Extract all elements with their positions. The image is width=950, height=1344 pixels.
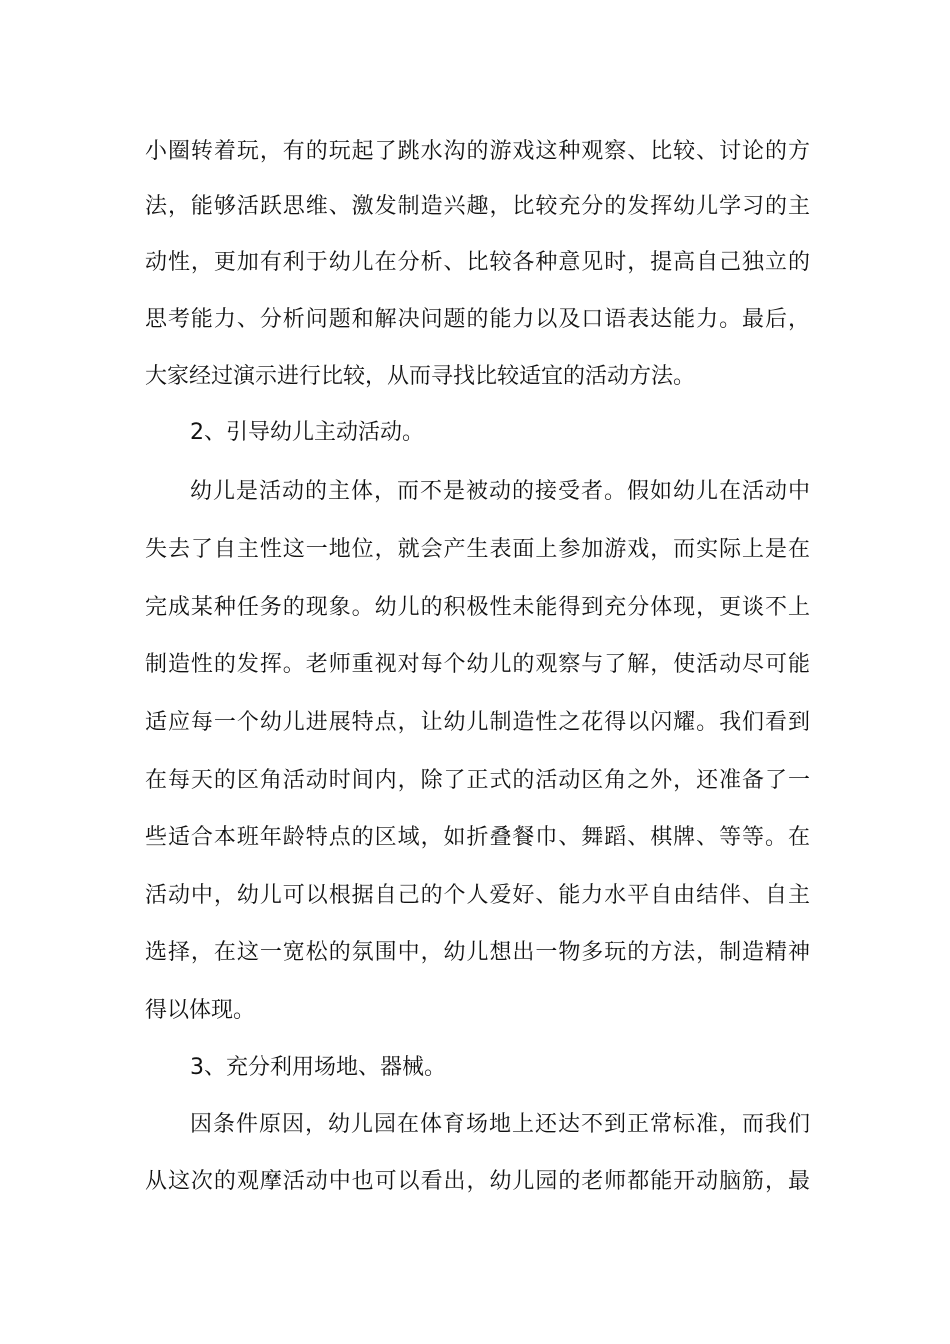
paragraph-1-line-5: 大家经过演示进行比较，从而寻找比较适宜的活动方法。 (145, 364, 696, 389)
paragraph-2-line-8: 活动中，幼儿可以根据自己的个人爱好、能力水平自由结伴、自主 (145, 883, 810, 908)
paragraph-2-line-7: 些适合本班年龄特点的区域，如折叠餐巾、舞蹈、棋牌、等等。在 (145, 825, 810, 850)
paragraph-2-line-4: 制造性的发挥。老师重视对每个幼儿的观察与了解，使活动尽可能 (145, 652, 810, 677)
paragraph-2-line-6: 在每天的区角活动时间内，除了正式的活动区角之外，还准备了一 (145, 768, 810, 793)
paragraph-2-line-9: 选择，在这一宽松的氛围中，幼儿想出一物多玩的方法，制造精神 (145, 940, 810, 965)
paragraph-2-line-10: 得以体现。 (145, 998, 256, 1023)
paragraph-1-line-2: 法，能够活跃思维、激发制造兴趣，比较充分的发挥幼儿学习的主 (145, 194, 810, 219)
section-heading-2: 2、引导幼儿主动活动。 (190, 420, 424, 445)
paragraph-2-line-5: 适应每一个幼儿进展特点，让幼儿制造性之花得以闪耀。我们看到 (145, 710, 810, 735)
paragraph-2-line-1: 幼儿是活动的主体，而不是被动的接受者。假如幼儿在活动中 (190, 479, 810, 504)
paragraph-1-line-3: 动性，更加有利于幼儿在分析、比较各种意见时，提高自己独立的 (145, 250, 810, 275)
paragraph-3-line-1: 因条件原因，幼儿园在体育场地上还达不到正常标准，而我们 (190, 1112, 810, 1137)
paragraph-1-line-1: 小圈转着玩，有的玩起了跳水沟的游戏这种观察、比较、讨论的方 (145, 139, 810, 164)
paragraph-2-line-2: 失去了自主性这一地位，就会产生表面上参加游戏，而实际上是在 (145, 537, 810, 562)
paragraph-3-line-2: 从这次的观摩活动中也可以看出，幼儿园的老师都能开动脑筋，最 (145, 1169, 810, 1194)
section-heading-3: 3、充分利用场地、器械。 (190, 1055, 446, 1080)
paragraph-2-line-3: 完成某种任务的现象。幼儿的积极性未能得到充分体现，更谈不上 (145, 595, 810, 620)
paragraph-1-line-4: 思考能力、分析问题和解决问题的能力以及口语表达能力。最后， (145, 307, 810, 332)
